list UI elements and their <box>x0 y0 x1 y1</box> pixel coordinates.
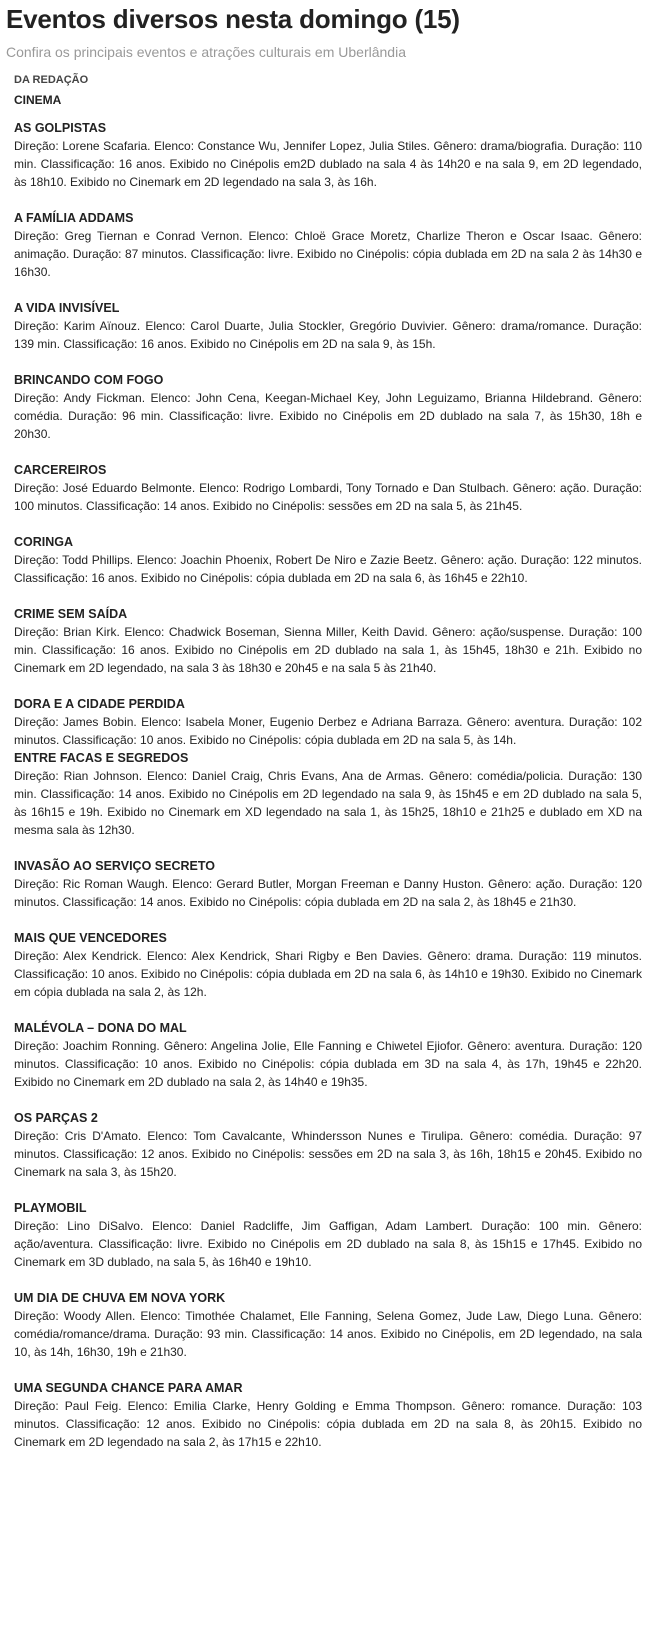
movie-description: Direção: Greg Tiernan e Conrad Vernon. Elenco: Chloë Grace Moretz, Charlize Theron e Oscar Isaac. Gênero: animação. Duração: 87 minutos. Classificação: livre. Exibido no Cinépolis: cópia dublada em 2D na sala 2 às 14h30 e 16h30. <box>14 229 642 279</box>
movie-entry <box>14 605 642 677</box>
movie-title: CORINGA <box>14 535 74 549</box>
movie-title: PLAYMOBIL <box>14 1201 87 1215</box>
movie-title: A VIDA INVISÍVEL <box>14 301 120 315</box>
movie-entry <box>14 371 642 443</box>
movie-entry <box>14 857 642 911</box>
movie-description: Direção: Todd Phillips. Elenco: Joachin Phoenix, Robert De Niro e Zazie Beetz. Gênero: ação. Duração: 122 minutos. Classificação: 16 anos. Exibido no Cinépolis: cópia dublada em 2D na sala 6, às 16h45 e 22h10. <box>14 553 642 585</box>
section-heading: CINEMA <box>14 93 62 107</box>
author-credit: DA REDAÇÃO <box>14 74 89 86</box>
movie-title: ENTRE FACAS E SEGREDOS <box>14 751 189 765</box>
movie-description: Direção: James Bobin. Elenco: Isabela Moner, Eugenio Derbez e Adriana Barraza. Gênero: aventura. Duração: 102 minutos. Classificação: 10 anos. Exibido no Cinépolis: cópia dublada em 2D na sala 5, às 14h. <box>14 715 642 747</box>
article-body <box>14 72 642 1451</box>
movie-title: CRIME SEM SAÍDA <box>14 607 128 621</box>
movie-entry <box>14 1019 642 1091</box>
movie-entry <box>14 1289 642 1361</box>
movie-title: DORA E A CIDADE PERDIDA <box>14 697 185 711</box>
movie-entry <box>14 209 642 281</box>
movie-title: AS GOLPISTAS <box>14 121 107 135</box>
movie-entry <box>14 461 642 515</box>
movie-description: Direção: José Eduardo Belmonte. Elenco: Rodrigo Lombardi, Tony Tornado e Dan Stulbach. Gênero: ação. Duração: 100 minutos. Classificação: 14 anos. Exibido no Cinépolis: sessões em 2D na sala 5, às 21h45. <box>14 481 642 513</box>
movie-entry <box>14 749 642 839</box>
movie-title: OS PARÇAS 2 <box>14 1111 98 1125</box>
movie-entry <box>14 1199 642 1271</box>
movie-description: Direção: Alex Kendrick. Elenco: Alex Kendrick, Shari Rigby e Ben Davies. Gênero: drama. Duração: 119 minutos. Classificação: 10 anos. Exibido no Cinépolis: cópia dublada em 2D na sala 6, às 14h10 e 19h30. Exibido no Cinemark em cópia dublada na sala 2, às 12h. <box>14 949 642 999</box>
article-title: Eventos diversos nesta domingo (15) <box>6 4 460 34</box>
movie-description: Direção: Brian Kirk. Elenco: Chadwick Boseman, Sienna Miller, Keith David. Gênero: ação/suspense. Duração: 100 min. Classificação: 16 anos. Exibido no Cinépolis em 2D dublado na sala 1, às 15h45, 18h30 e 21h. Exibido no Cinemark em 2D legendado, na sala 3 às 18h30 e 20h45 e na sala 5 às 21h40. <box>14 625 642 675</box>
movie-description: Direção: Rian Johnson. Elenco: Daniel Craig, Chris Evans, Ana de Armas. Gênero: comédia/policia. Duração: 130 min. Classificação: 14 anos. Exibido no Cinépolis em 2D legendado na sala 9, às 15h45 e em 2D dublado na sala 5, às 16h15 e 19h. Exibido no Cinemark em XD legendado na sala 1, às 15h25, 18h10 e 21h25 e dublado em XD na mesma sala às 12h30. <box>14 769 642 837</box>
movie-title: A FAMÍLIA ADDAMS <box>14 211 134 225</box>
movie-title: UMA SEGUNDA CHANCE PARA AMAR <box>14 1381 243 1395</box>
movie-title: CARCEREIROS <box>14 463 107 477</box>
article-subtitle: Confira os principais eventos e atrações culturais em Uberlândia <box>6 44 406 60</box>
movie-title: MALÉVOLA – DONA DO MAL <box>14 1021 187 1035</box>
movie-description: Direção: Cris D'Amato. Elenco: Tom Cavalcante, Whindersson Nunes e Tirulipa. Gênero: comédia. Duração: 97 minutos. Classificação: 12 anos. Exibido no Cinépolis: sessões em 2D na sala 3, às 16h, 18h15 e 20h45. Exibido no Cinemark na sala 3, às 15h20. <box>14 1129 642 1179</box>
movie-list <box>14 119 642 1451</box>
movie-entry <box>14 299 642 353</box>
movie-title: BRINCANDO COM FOGO <box>14 373 164 387</box>
movie-entry <box>14 929 642 1001</box>
movie-description: Direção: Paul Feig. Elenco: Emilia Clarke, Henry Golding e Emma Thompson. Gênero: romance. Duração: 103 minutos. Classificação: 12 anos. Exibido no Cinépolis: cópia dublada em 2D na sala 8, às 20h15. Exibido no Cinemark em 2D legendado na sala 2, às 17h15 e 22h10. <box>14 1399 642 1449</box>
movie-description: Direção: Lorene Scafaria. Elenco: Constance Wu, Jennifer Lopez, Julia Stiles. Gênero: drama/biografia. Duração: 110 min. Classificação: 16 anos. Exibido no Cinépolis em2D dublado na sala 4 às 14h20 e na sala 9, em 2D legendado, às 18h10. Exibido no Cinemark em 2D legendado na sala 3, às 16h. <box>14 139 642 189</box>
movie-description: Direção: Karim Aïnouz. Elenco: Carol Duarte, Julia Stockler, Gregório Duvivier. Gênero: drama/romance. Duração: 139 min. Classificação: 16 anos. Exibido no Cinépolis em 2D na sala 9, às 15h. <box>14 319 642 351</box>
movie-title: MAIS QUE VENCEDORES <box>14 931 167 945</box>
movie-entry <box>14 533 642 587</box>
movie-entry <box>14 119 642 191</box>
movie-description: Direção: Joachim Ronning. Gênero: Angelina Jolie, Elle Fanning e Chiwetel Ejiofor. Gênero: aventura. Duração: 120 minutos. Classificação: 10 anos. Exibido no Cinépolis: cópia dublada em 3D na sala 4, às 17h, 19h45 e 22h20. Exibido no Cinemark em 2D dublado na sala 2, às 14h40 e 19h35. <box>14 1039 642 1089</box>
movie-description: Direção: Ric Roman Waugh. Elenco: Gerard Butler, Morgan Freeman e Danny Huston. Gênero: ação. Duração: 120 minutos. Classificação: 14 anos. Exibido no Cinépolis: cópia dublada em 2D na sala 2, às 18h45 e 21h30. <box>14 877 642 909</box>
movie-entry <box>14 1109 642 1181</box>
movie-title: INVASÃO AO SERVIÇO SECRETO <box>14 859 215 873</box>
movie-entry <box>14 1379 642 1451</box>
movie-description: Direção: Andy Fickman. Elenco: John Cena, Keegan-Michael Key, John Leguizamo, Brianna Hildebrand. Gênero: comédia. Duração: 96 min. Classificação: livre. Exibido no Cinépolis em 2D dublado na sala 7, às 15h30, 18h e 20h30. <box>14 391 642 441</box>
movie-description: Direção: Woody Allen. Elenco: Timothée Chalamet, Elle Fanning, Selena Gomez, Jude Law, Diego Luna. Gênero: comédia/romance/drama. Duração: 93 min. Classificação: 14 anos. Exibido no Cinépolis, em 2D legendado, na sala 10, às 14h, 16h30, 19h e 21h30. <box>14 1309 642 1359</box>
movie-entry <box>14 695 642 749</box>
movie-title: UM DIA DE CHUVA EM NOVA YORK <box>14 1291 226 1305</box>
movie-description: Direção: Lino DiSalvo. Elenco: Daniel Radcliffe, Jim Gaffigan, Adam Lambert. Duração: 100 min. Gênero: ação/aventura. Classificação: livre. Exibido no Cinépolis em 2D dublado na sala 8, às 15h15 e 17h45. Exibido no Cinemark em 3D dublado, na sala 5, às 16h40 e 19h10. <box>14 1219 642 1269</box>
